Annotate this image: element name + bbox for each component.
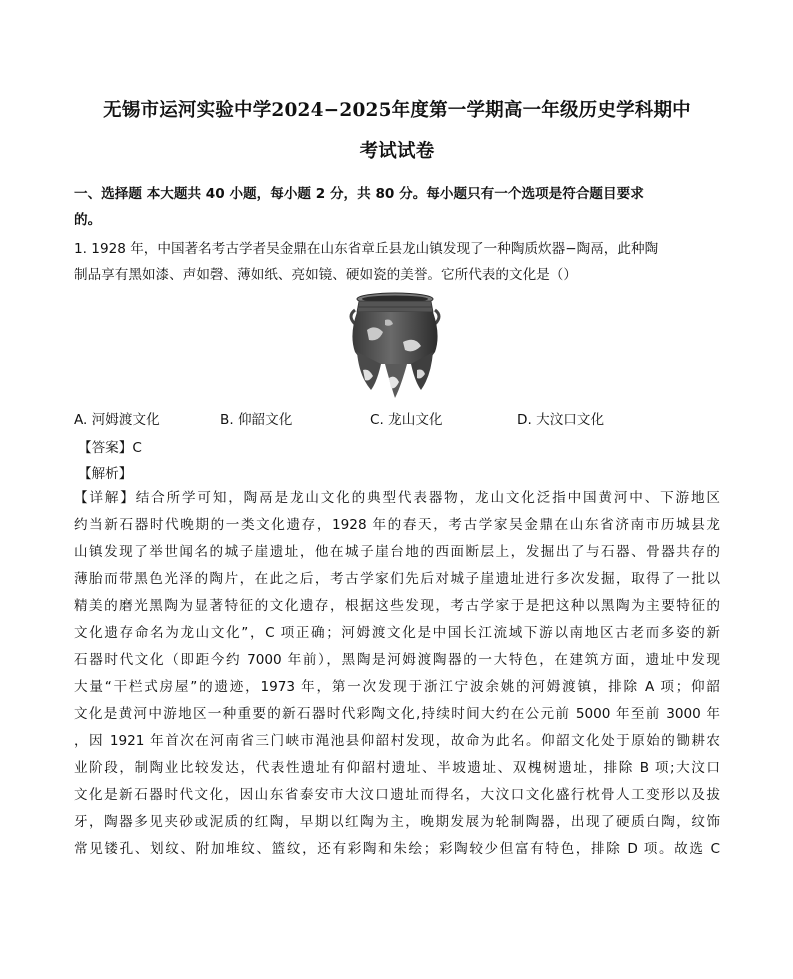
question-1-line-2: 制品享有黑如漆、声如磬、薄如纸、亮如镜、硬如瓷的美誉。它所代表的文化是（） <box>74 267 577 283</box>
section-heading-line-1: 一、选择题 本大题共 40 小题，每小题 2 分，共 80 分。每小题只有一个选项是符合题目要求 <box>74 186 644 202</box>
detail-line: 牙，陶器多见夹砂或泥质的红陶，早期以红陶为主，晚期发展为轮制陶器，出现了硬质白陶，纹饰 <box>74 814 720 830</box>
detail-line: 文化遗存命名为龙山文化”，C 项正确；河姆渡文化是中国长江流域下游以南地区古老而多姿的新 <box>74 625 720 641</box>
detail-line: 文化是新石器时代文化，因山东省泰安市大汶口遗址而得名，大汶口文化盛行枕骨人工变形以及拔 <box>74 787 720 803</box>
detail-line: 约当新石器时代晚期的一类文化遗存，1928 年的春天，考古学家吴金鼎在山东省济南市历城县龙 <box>74 517 720 533</box>
detail-line: 石器时代文化（即距今约 7000 年前），黑陶是河姆渡陶器的一大特色，在建筑方面，遗址中发现 <box>74 652 720 668</box>
question-1-line-1: 1. 1928 年，中国著名考古学者吴金鼎在山东省章丘县龙山镇发现了一种陶质炊器−陶鬲，此种陶 <box>74 241 659 257</box>
answer-label: 【答案】C <box>78 440 142 456</box>
detail-line: 业阶段，制陶业比较发达，代表性遗址有仰韶村遗址、半坡遗址、双槐树遗址，排除 B 项;大汶口 <box>74 760 720 776</box>
option-c: C. 龙山文化 <box>370 412 443 428</box>
option-d: D. 大汶口文化 <box>517 412 605 428</box>
option-a: A. 河姆渡文化 <box>74 412 160 428</box>
detail-line: 大量“干栏式房屋”的遗迹，1973 年，第一次发现于浙江宁波余姚的河姆渡镇，排除 A 项；仰韶 <box>74 679 720 695</box>
exam-title-line-1: 无锡市运河实验中学2024−2025年度第一学期高一年级历史学科期中 <box>103 100 691 121</box>
detail-line: 薄胎而带黑色光泽的陶片，在此之后，考古学家们先后对城子崖遗址进行多次发掘，取得了一批以 <box>74 571 720 587</box>
section-heading-line-2: 的。 <box>74 212 102 228</box>
detail-line: 精美的磨光黑陶为显著特征的文化遗存，根据这些发现，考古学家于是把这种以黑陶为主要特征的 <box>74 598 720 614</box>
question-1-options <box>74 408 720 430</box>
detail-line: 【详解】结合所学可知，陶鬲是龙山文化的典型代表器物，龙山文化泛指中国黄河中、下游地区 <box>74 490 720 506</box>
pottery-li-image <box>345 290 445 402</box>
detail-line: 常见镂孔、划纹、附加堆纹、篮纹，还有彩陶和朱绘；彩陶较少但富有特色，排除 D 项。故选 C <box>74 841 720 857</box>
exam-title-line-2: 考试试卷 <box>359 141 435 162</box>
option-b: B. 仰韶文化 <box>220 412 293 428</box>
detail-line: 山镇发现了举世闻名的城子崖遗址，他在城子崖台地的西面断层上，发掘出了与石器、骨器共存的 <box>74 544 720 560</box>
pottery-li-figure <box>345 290 445 402</box>
detail-line: 文化是黄河中游地区一种重要的新石器时代彩陶文化,持续时间大约在公元前 5000 年至前 3000 年 <box>74 706 720 722</box>
detail-line: ，因 1921 年首次在河南省三门峡市渑池县仰韶村发现，故命为此名。仰韶文化处于原始的锄耕农 <box>74 733 720 749</box>
analysis-label: 【解析】 <box>78 466 133 482</box>
